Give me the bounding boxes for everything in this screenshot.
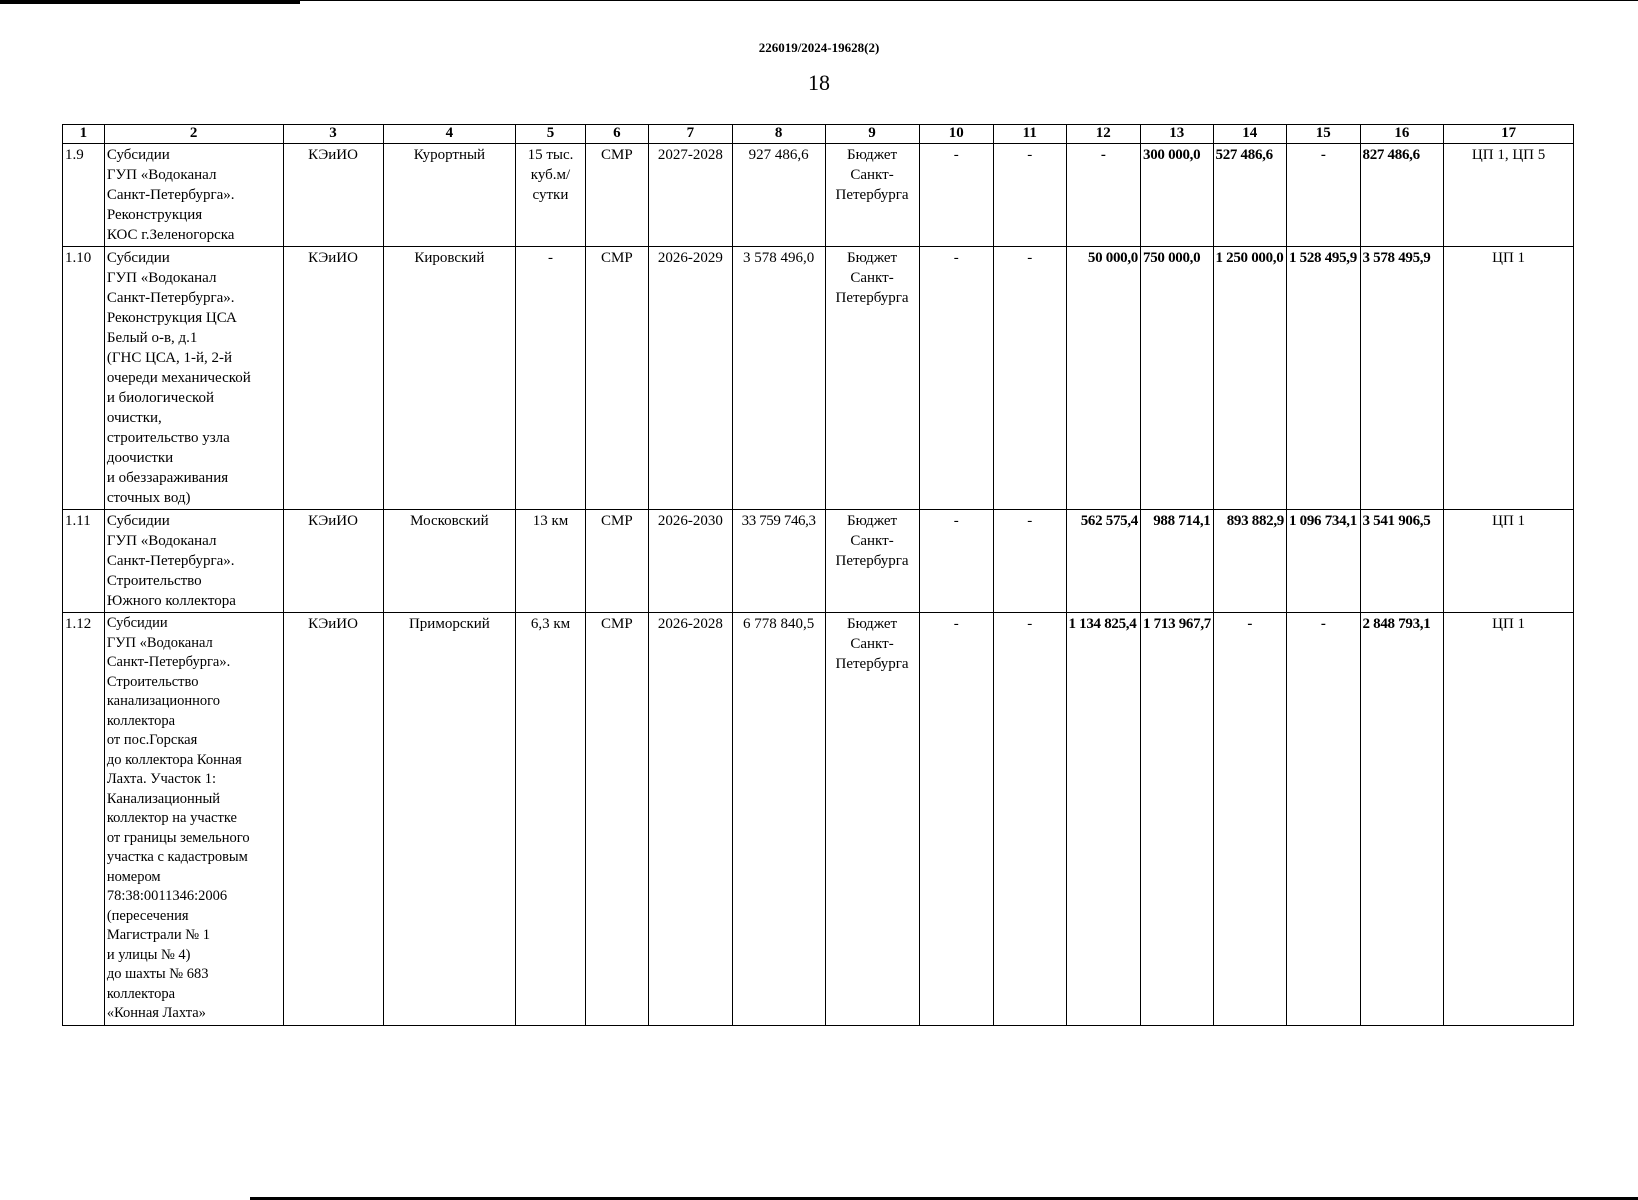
row-number: 1.12 — [63, 613, 105, 1026]
program-code: ЦП 1 — [1444, 613, 1574, 1026]
row-number: 1.11 — [63, 510, 105, 613]
col-header: 11 — [994, 125, 1066, 144]
value-col10: - — [919, 510, 994, 613]
col-header: 16 — [1360, 125, 1444, 144]
page-number: 18 — [808, 70, 830, 95]
table-row — [63, 247, 1574, 510]
funding-source: Бюджет Санкт- Петербурга — [825, 144, 919, 247]
value-col12: - — [1066, 144, 1141, 247]
work-type: СМР — [585, 144, 648, 247]
value-col13: 750 000,0 — [1141, 247, 1213, 510]
value-col10: - — [919, 613, 994, 1026]
col-header: 2 — [104, 125, 283, 144]
district: Кировский — [383, 247, 516, 510]
period: 2026-2028 — [648, 613, 732, 1026]
col-header: 17 — [1444, 125, 1574, 144]
customer: КЭиИО — [283, 247, 383, 510]
value-col10: - — [919, 247, 994, 510]
capacity: - — [516, 247, 585, 510]
period: 2027-2028 — [648, 144, 732, 247]
data-table — [62, 124, 1574, 1026]
value-col12: 50 000,0 — [1066, 247, 1141, 510]
value-col11: - — [994, 510, 1066, 613]
value-col11: - — [994, 247, 1066, 510]
value-col11: - — [994, 144, 1066, 247]
value-col10: - — [919, 144, 994, 247]
value-col12: 562 575,4 — [1066, 510, 1141, 613]
value-col16: 2 848 793,1 — [1360, 613, 1444, 1026]
value-col12: 1 134 825,4 — [1066, 613, 1141, 1026]
col-header: 13 — [1141, 125, 1213, 144]
program-code: ЦП 1 — [1444, 510, 1574, 613]
funding-source: Бюджет Санкт- Петербурга — [825, 247, 919, 510]
project-name: Субсидии ГУП «Водоканал Санкт-Петербурга». Реконструкция КОС г.Зеленогорска — [104, 144, 283, 247]
project-name: Субсидии ГУП «Водоканал Санкт-Петербурга». Реконструкция ЦСА Белый о-в, д.1 (ГНС ЦСА, 1-й, 2-й очереди механической и биологической очистки, строительство узла доочистки и обеззараживания сточных вод) — [104, 247, 283, 510]
document-id: 226019/2024-19628(2) — [758, 40, 880, 55]
col-header: 4 — [383, 125, 516, 144]
value-col15: 1 096 734,1 — [1287, 510, 1361, 613]
row-number: 1.9 — [63, 144, 105, 247]
value-col14: - — [1213, 613, 1287, 1026]
work-type: СМР — [585, 510, 648, 613]
col-header: 15 — [1287, 125, 1361, 144]
period: 2026-2029 — [648, 247, 732, 510]
capacity: 6,3 км — [516, 613, 585, 1026]
value-col11: - — [994, 613, 1066, 1026]
customer: КЭиИО — [283, 613, 383, 1026]
capacity: 15 тыс. куб.м/ сутки — [516, 144, 585, 247]
capacity: 13 км — [516, 510, 585, 613]
value-col14: 527 486,6 — [1213, 144, 1287, 247]
table-row — [63, 144, 1574, 247]
value-col15: - — [1287, 613, 1361, 1026]
col-header: 14 — [1213, 125, 1287, 144]
program-code: ЦП 1 — [1444, 247, 1574, 510]
row-number: 1.10 — [63, 247, 105, 510]
funding-source: Бюджет Санкт- Петербурга — [825, 510, 919, 613]
total-cost: 927 486,6 — [732, 144, 825, 247]
col-header: 8 — [732, 125, 825, 144]
header-row — [63, 125, 1574, 144]
funding-source: Бюджет Санкт- Петербурга — [825, 613, 919, 1026]
total-cost: 33 759 746,3 — [732, 510, 825, 613]
district: Курортный — [383, 144, 516, 247]
value-col13: 1 713 967,7 — [1141, 613, 1213, 1026]
project-name: Субсидии ГУП «Водоканал Санкт-Петербурга». Строительство канализационного коллектора от пос.Горская до коллектора Конная Лахта. Участок 1: Канализационный коллектор на участке от границы земельного участка с кадастровым номером 78:38:0011346:2006 (пересечения Магистрали № 1 и улицы № 4) до шахты № 683 коллектора «Конная Лахта» — [104, 613, 283, 1026]
work-type: СМР — [585, 247, 648, 510]
program-code: ЦП 1, ЦП 5 — [1444, 144, 1574, 247]
district: Приморский — [383, 613, 516, 1026]
work-type: СМР — [585, 613, 648, 1026]
col-header: 3 — [283, 125, 383, 144]
col-header: 10 — [919, 125, 994, 144]
value-col15: 1 528 495,9 — [1287, 247, 1361, 510]
scan-artifact-top — [0, 0, 300, 4]
value-col15: - — [1287, 144, 1361, 247]
value-col16: 827 486,6 — [1360, 144, 1444, 247]
total-cost: 6 778 840,5 — [732, 613, 825, 1026]
col-header: 5 — [516, 125, 585, 144]
value-col13: 988 714,1 — [1141, 510, 1213, 613]
period: 2026-2030 — [648, 510, 732, 613]
col-header: 12 — [1066, 125, 1141, 144]
col-header: 1 — [63, 125, 105, 144]
value-col16: 3 578 495,9 — [1360, 247, 1444, 510]
customer: КЭиИО — [283, 144, 383, 247]
project-name: Субсидии ГУП «Водоканал Санкт-Петербурга». Строительство Южного коллектора — [104, 510, 283, 613]
value-col14: 1 250 000,0 — [1213, 247, 1287, 510]
value-col16: 3 541 906,5 — [1360, 510, 1444, 613]
value-col13: 300 000,0 — [1141, 144, 1213, 247]
customer: КЭиИО — [283, 510, 383, 613]
col-header: 6 — [585, 125, 648, 144]
table-row — [63, 510, 1574, 613]
district: Московский — [383, 510, 516, 613]
col-header: 7 — [648, 125, 732, 144]
table-row — [63, 613, 1574, 1026]
value-col14: 893 882,9 — [1213, 510, 1287, 613]
total-cost: 3 578 496,0 — [732, 247, 825, 510]
col-header: 9 — [825, 125, 919, 144]
